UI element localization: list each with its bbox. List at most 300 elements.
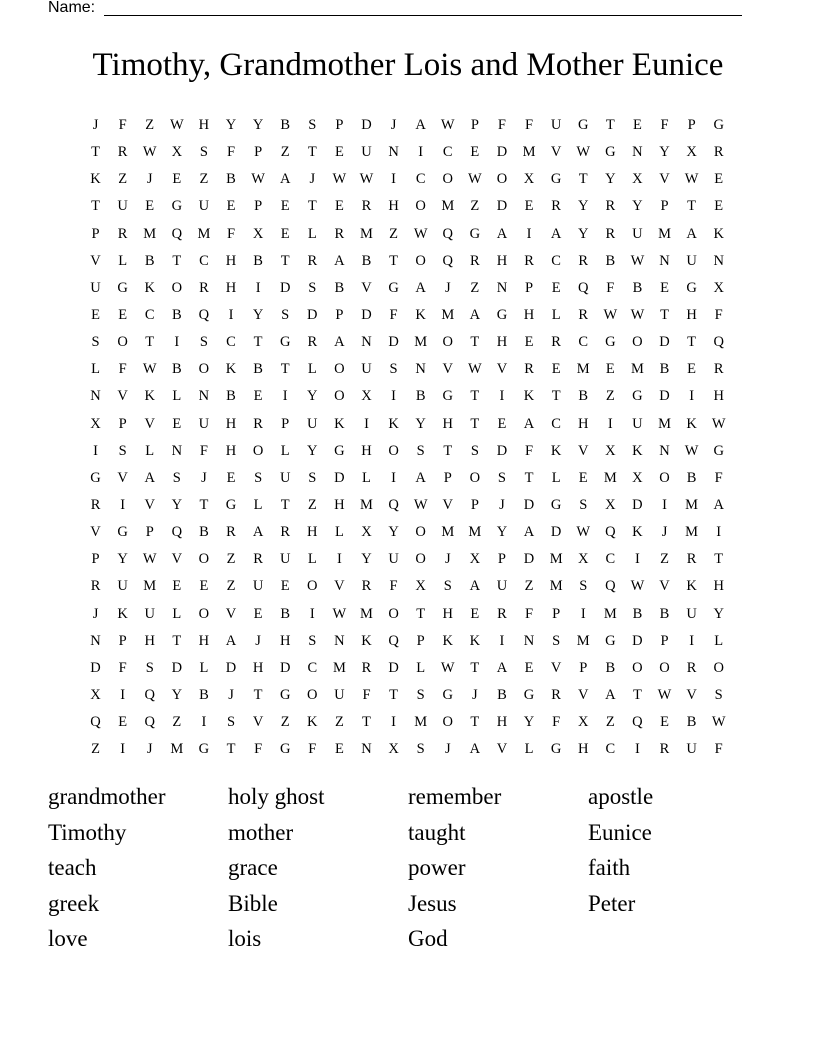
- grid-letter: H: [523, 307, 535, 324]
- grid-letter: K: [361, 632, 372, 649]
- grid-letter: N: [198, 388, 210, 405]
- grid-letter: T: [253, 334, 263, 351]
- grid-letter: X: [415, 578, 426, 595]
- grid-letter: H: [225, 442, 237, 459]
- word-bank-item: power: [408, 855, 466, 880]
- grid-letter: J: [444, 551, 451, 568]
- grid-letter: R: [307, 252, 318, 269]
- grid-letter: N: [496, 279, 508, 296]
- grid-letter: F: [308, 741, 317, 758]
- grid-letter: A: [334, 334, 345, 351]
- grid-letter: A: [496, 225, 508, 242]
- grid-letter: R: [551, 198, 561, 215]
- grid-letter: R: [90, 578, 101, 595]
- grid-letter: E: [280, 198, 290, 215]
- grid-letter: B: [632, 279, 643, 296]
- grid-letter: T: [253, 687, 263, 704]
- grid-letter: N: [361, 741, 372, 758]
- grid-letter: G: [442, 687, 453, 704]
- grid-letter: C: [551, 252, 561, 269]
- grid-letter: Q: [144, 714, 155, 731]
- grid-letter: E: [334, 741, 344, 758]
- grid-letter: C: [442, 144, 453, 161]
- grid-letter: T: [280, 252, 290, 269]
- grid-letter: R: [713, 144, 724, 161]
- grid-letter: V: [252, 714, 264, 731]
- grid-letter: G: [279, 741, 291, 758]
- grid-letter: D: [632, 497, 643, 514]
- grid-letter: W: [657, 687, 672, 704]
- grid-letter: E: [334, 198, 344, 215]
- grid-letter: S: [172, 469, 181, 486]
- grid-letter: J: [146, 741, 153, 758]
- grid-letter: J: [228, 687, 234, 704]
- grid-letter: G: [388, 279, 399, 296]
- grid-letter: T: [524, 469, 534, 486]
- grid-letter: G: [605, 334, 616, 351]
- grid-letter: H: [713, 578, 724, 595]
- grid-letter: O: [415, 252, 426, 269]
- grid-letter: D: [659, 334, 670, 351]
- word-bank-item: greek: [48, 890, 100, 916]
- grid-letter: T: [307, 144, 317, 161]
- grid-letter: N: [659, 442, 670, 459]
- grid-letter: S: [226, 714, 236, 731]
- grid-letter: O: [659, 659, 670, 676]
- grid-letter: Z: [389, 225, 398, 242]
- grid-letter: H: [198, 117, 210, 134]
- grid-letter: E: [605, 361, 615, 378]
- grid-letter: A: [523, 524, 535, 541]
- grid-letter: F: [254, 741, 263, 758]
- grid-letter: I: [689, 388, 695, 405]
- grid-letter: U: [307, 415, 318, 432]
- grid-letter: X: [171, 144, 183, 161]
- grid-letter: L: [416, 659, 426, 676]
- grid-letter: Y: [605, 171, 616, 188]
- grid-letter: Y: [659, 144, 670, 161]
- grid-letter: W: [332, 171, 347, 188]
- grid-letter: R: [361, 659, 372, 676]
- grid-letter: U: [198, 198, 210, 215]
- grid-letter: W: [711, 714, 726, 731]
- grid-letter: K: [334, 415, 345, 432]
- grid-letter: P: [470, 497, 479, 514]
- grid-letter: I: [364, 415, 369, 432]
- grid-letter: Y: [171, 497, 183, 514]
- grid-letter: O: [334, 388, 345, 405]
- grid-letter: P: [552, 605, 561, 622]
- grid-letter: K: [469, 632, 481, 649]
- grid-letter: T: [280, 497, 290, 514]
- grid-letter: E: [118, 307, 128, 324]
- grid-letter: A: [550, 225, 562, 242]
- grid-letter: X: [686, 144, 697, 161]
- grid-letter: T: [470, 388, 480, 405]
- grid-letter: S: [470, 442, 479, 459]
- grid-letter: S: [416, 687, 425, 704]
- grid-letter: G: [605, 144, 616, 161]
- grid-letter: O: [632, 334, 643, 351]
- grid-letter: I: [120, 741, 126, 758]
- grid-letter: E: [91, 307, 100, 324]
- grid-letter: E: [145, 198, 155, 215]
- grid-letter: T: [172, 632, 182, 649]
- word-bank-item: faith: [588, 855, 631, 880]
- grid-letter: U: [279, 551, 291, 568]
- grid-letter: Q: [171, 225, 183, 242]
- grid-letter: I: [499, 388, 505, 405]
- grid-letter: I: [120, 497, 126, 514]
- grid-letter: R: [253, 415, 263, 432]
- grid-letter: I: [391, 388, 396, 405]
- grid-letter: M: [414, 714, 428, 731]
- grid-letter: B: [361, 252, 372, 269]
- grid-letter: S: [91, 334, 100, 351]
- grid-letter: Q: [144, 687, 155, 704]
- grid-letter: O: [334, 361, 345, 378]
- grid-letter: S: [389, 361, 398, 378]
- grid-letter: M: [143, 225, 157, 242]
- grid-letter: E: [660, 714, 669, 731]
- grid-letter: N: [334, 632, 345, 649]
- grid-letter: L: [714, 632, 724, 649]
- grid-letter: D: [388, 334, 399, 351]
- grid-letter: P: [254, 144, 263, 161]
- grid-letter: L: [334, 524, 344, 541]
- grid-letter: E: [172, 415, 182, 432]
- grid-letter: L: [172, 605, 182, 622]
- word-bank-item: Peter: [588, 890, 636, 916]
- grid-letter: B: [226, 388, 236, 405]
- grid-letter: R: [578, 307, 589, 324]
- grid-letter: U: [279, 469, 291, 486]
- grid-letter: L: [91, 361, 100, 378]
- grid-letter: R: [551, 334, 561, 351]
- grid-letter: Y: [307, 388, 318, 405]
- grid-letter: U: [686, 741, 697, 758]
- grid-letter: R: [578, 252, 589, 269]
- grid-letter: P: [118, 632, 127, 649]
- grid-letter: J: [499, 497, 505, 514]
- grid-letter: H: [144, 632, 155, 649]
- grid-letter: P: [281, 415, 290, 432]
- grid-letter: D: [496, 144, 508, 161]
- grid-letter: Y: [361, 551, 372, 568]
- grid-letter: W: [468, 171, 482, 188]
- grid-letter: H: [225, 252, 237, 269]
- grid-letter: C: [605, 551, 616, 568]
- grid-letter: N: [713, 252, 724, 269]
- grid-letter: T: [551, 388, 561, 405]
- grid-letter: N: [415, 361, 426, 378]
- grid-letter: Q: [90, 714, 101, 731]
- grid-letter: V: [496, 361, 508, 378]
- grid-letter: A: [415, 469, 426, 486]
- grid-letter: I: [689, 632, 695, 649]
- grid-letter: W: [576, 144, 591, 161]
- grid-letter: Y: [577, 225, 589, 242]
- grid-letter: H: [225, 279, 237, 296]
- grid-letter: S: [199, 144, 208, 161]
- grid-letter: I: [580, 605, 586, 622]
- grid-letter: F: [226, 225, 236, 242]
- grid-letter: F: [714, 307, 723, 324]
- grid-letter: W: [684, 171, 699, 188]
- grid-letter: R: [199, 279, 209, 296]
- grid-letter: V: [117, 388, 128, 405]
- grid-letter: R: [524, 252, 534, 269]
- grid-letter: T: [307, 198, 317, 215]
- grid-letter: O: [307, 687, 318, 704]
- grid-letter: H: [442, 605, 453, 622]
- grid-letter: W: [142, 551, 157, 568]
- grid-letter: G: [171, 198, 183, 215]
- grid-letter: D: [90, 659, 101, 676]
- grid-letter: D: [523, 497, 535, 514]
- word-bank-item: Eunice: [588, 819, 652, 845]
- grid-letter: B: [226, 171, 236, 188]
- grid-letter: W: [413, 225, 428, 242]
- grid-letter: L: [551, 469, 561, 486]
- grid-letter: T: [362, 714, 371, 731]
- grid-letter: L: [524, 741, 534, 758]
- grid-letter: N: [171, 442, 183, 459]
- grid-letter: G: [334, 442, 345, 459]
- grid-letter: Z: [199, 171, 209, 188]
- grid-letter: U: [550, 117, 562, 134]
- grid-letter: B: [280, 117, 291, 134]
- word-bank-item: love: [48, 926, 88, 951]
- grid-letter: A: [469, 307, 481, 324]
- word-bank: [48, 780, 768, 958]
- grid-letter: A: [415, 279, 426, 296]
- grid-letter: K: [632, 524, 643, 541]
- word-bank-item: grandmother: [48, 784, 166, 809]
- grid-letter: Y: [713, 605, 724, 622]
- grid-letter: K: [388, 415, 399, 432]
- grid-letter: X: [90, 415, 101, 432]
- grid-letter: T: [280, 361, 290, 378]
- grid-letter: P: [91, 225, 100, 242]
- grid-letter: S: [308, 469, 317, 486]
- grid-letter: X: [577, 714, 589, 731]
- grid-letter: D: [496, 198, 508, 215]
- grid-letter: M: [360, 225, 373, 242]
- grid-letter: U: [198, 415, 210, 432]
- grid-letter: U: [117, 578, 128, 595]
- grid-letter: E: [172, 171, 182, 188]
- grid-letter: K: [686, 578, 697, 595]
- grid-letter: R: [307, 334, 318, 351]
- grid-letter: T: [145, 334, 155, 351]
- grid-letter: V: [171, 551, 183, 568]
- grid-letter: P: [525, 279, 534, 296]
- grid-letter: G: [713, 117, 724, 134]
- grid-letter: D: [361, 117, 372, 134]
- grid-letter: U: [361, 361, 372, 378]
- grid-letter: H: [686, 307, 697, 324]
- grid-letter: A: [415, 117, 426, 134]
- grid-letter: B: [659, 361, 670, 378]
- grid-letter: P: [118, 415, 127, 432]
- grid-letter: O: [415, 524, 426, 541]
- grid-letter: R: [605, 225, 616, 242]
- grid-letter: F: [199, 442, 208, 459]
- grid-letter: A: [279, 171, 291, 188]
- grid-letter: W: [169, 117, 184, 134]
- grid-letter: R: [280, 524, 291, 541]
- grid-letter: I: [282, 388, 288, 405]
- grid-letter: V: [442, 361, 453, 378]
- grid-letter: F: [525, 605, 534, 622]
- grid-letter: D: [279, 279, 291, 296]
- grid-letter: F: [389, 578, 398, 595]
- grid-letter: Z: [226, 578, 236, 595]
- grid-letter: E: [551, 361, 561, 378]
- grid-letter: C: [551, 415, 561, 432]
- grid-letter: D: [388, 659, 399, 676]
- grid-letter: O: [415, 198, 426, 215]
- grid-letter: J: [92, 117, 99, 134]
- grid-letter: Z: [280, 144, 290, 161]
- grid-letter: F: [118, 117, 127, 134]
- grid-letter: T: [605, 117, 615, 134]
- grid-letter: C: [307, 659, 318, 676]
- grid-letter: M: [332, 659, 346, 676]
- grid-letter: G: [550, 497, 562, 514]
- grid-letter: M: [360, 497, 373, 514]
- grid-letter: E: [497, 415, 507, 432]
- grid-letter: O: [388, 442, 399, 459]
- grid-letter: G: [713, 442, 724, 459]
- grid-letter: M: [441, 307, 455, 324]
- grid-letter: E: [551, 279, 561, 296]
- grid-letter: D: [496, 442, 508, 459]
- grid-letter: W: [684, 442, 699, 459]
- grid-letter: R: [361, 578, 372, 595]
- grid-letter: G: [469, 225, 481, 242]
- grid-letter: I: [635, 551, 640, 568]
- grid-letter: T: [470, 714, 480, 731]
- grid-letter: D: [279, 659, 291, 676]
- grid-letter: I: [336, 551, 342, 568]
- grid-letter: M: [143, 578, 157, 595]
- grid-letter: S: [416, 442, 425, 459]
- grid-letter: S: [579, 497, 588, 514]
- grid-letter: F: [118, 659, 127, 676]
- grid-letter: Y: [117, 551, 128, 568]
- grid-letter: N: [90, 388, 101, 405]
- grid-letter: K: [713, 225, 724, 242]
- grid-letter: N: [659, 252, 670, 269]
- word-bank-item: grace: [228, 855, 278, 880]
- grid-letter: U: [144, 605, 155, 622]
- grid-letter: F: [226, 144, 236, 161]
- grid-letter: Q: [442, 225, 453, 242]
- grid-letter: F: [118, 361, 127, 378]
- grid-letter: K: [442, 632, 453, 649]
- grid-letter: M: [441, 198, 455, 215]
- grid-letter: G: [90, 469, 101, 486]
- grid-letter: A: [713, 497, 724, 514]
- grid-letter: K: [117, 605, 128, 622]
- grid-letter: H: [577, 741, 589, 758]
- grid-letter: W: [413, 497, 428, 514]
- grid-letter: H: [307, 524, 318, 541]
- grid-letter: T: [470, 334, 480, 351]
- grid-letter: Q: [198, 307, 210, 324]
- grid-letter: M: [360, 605, 373, 622]
- grid-letter: F: [660, 117, 669, 134]
- grid-letter: T: [389, 687, 398, 704]
- grid-letter: E: [714, 171, 724, 188]
- grid-letter: R: [253, 551, 263, 568]
- grid-letter: R: [361, 198, 372, 215]
- grid-letter: I: [174, 334, 180, 351]
- grid-letter: U: [117, 198, 128, 215]
- grid-letter: O: [252, 442, 264, 459]
- grid-letter: H: [713, 388, 724, 405]
- grid-letter: X: [361, 388, 372, 405]
- grid-letter: Y: [388, 524, 399, 541]
- grid-letter: T: [578, 171, 588, 188]
- grid-letter: K: [632, 442, 643, 459]
- grid-letter: M: [603, 605, 617, 622]
- grid-letter: A: [496, 659, 508, 676]
- grid-letter: L: [199, 659, 209, 676]
- grid-letter: W: [711, 415, 726, 432]
- grid-letter: T: [470, 415, 480, 432]
- grid-letter: U: [388, 551, 399, 568]
- grid-letter: J: [390, 117, 397, 134]
- grid-letter: I: [526, 225, 532, 242]
- grid-letter: S: [416, 741, 425, 758]
- grid-letter: H: [198, 632, 210, 649]
- grid-letter: Z: [605, 388, 615, 405]
- word-bank-item: lois: [228, 926, 262, 951]
- grid-letter: G: [550, 741, 562, 758]
- grid-letter: V: [334, 578, 345, 595]
- grid-letter: R: [659, 741, 670, 758]
- word-bank-item: apostle: [588, 784, 654, 809]
- grid-letter: Y: [577, 198, 589, 215]
- grid-letter: H: [496, 252, 508, 269]
- grid-letter: D: [632, 632, 643, 649]
- grid-letter: M: [522, 144, 536, 161]
- grid-letter: M: [197, 225, 211, 242]
- grid-letter: A: [144, 469, 155, 486]
- grid-letter: I: [635, 741, 640, 758]
- grid-letter: Q: [171, 524, 183, 541]
- grid-letter: O: [469, 469, 481, 486]
- grid-letter: G: [686, 279, 697, 296]
- grid-letter: Z: [145, 117, 155, 134]
- name-field-label: Name:: [48, 0, 96, 16]
- grid-letter: W: [630, 252, 645, 269]
- grid-letter: J: [661, 524, 668, 541]
- grid-letter: M: [685, 497, 699, 514]
- grid-letter: B: [171, 307, 182, 324]
- grid-letter: J: [201, 469, 207, 486]
- grid-letter: Z: [470, 279, 480, 296]
- grid-letter: X: [605, 497, 616, 514]
- grid-letter: M: [603, 469, 617, 486]
- grid-letter: B: [253, 252, 263, 269]
- grid-letter: O: [713, 659, 724, 676]
- grid-letter: Y: [415, 415, 426, 432]
- grid-letter: S: [552, 632, 561, 649]
